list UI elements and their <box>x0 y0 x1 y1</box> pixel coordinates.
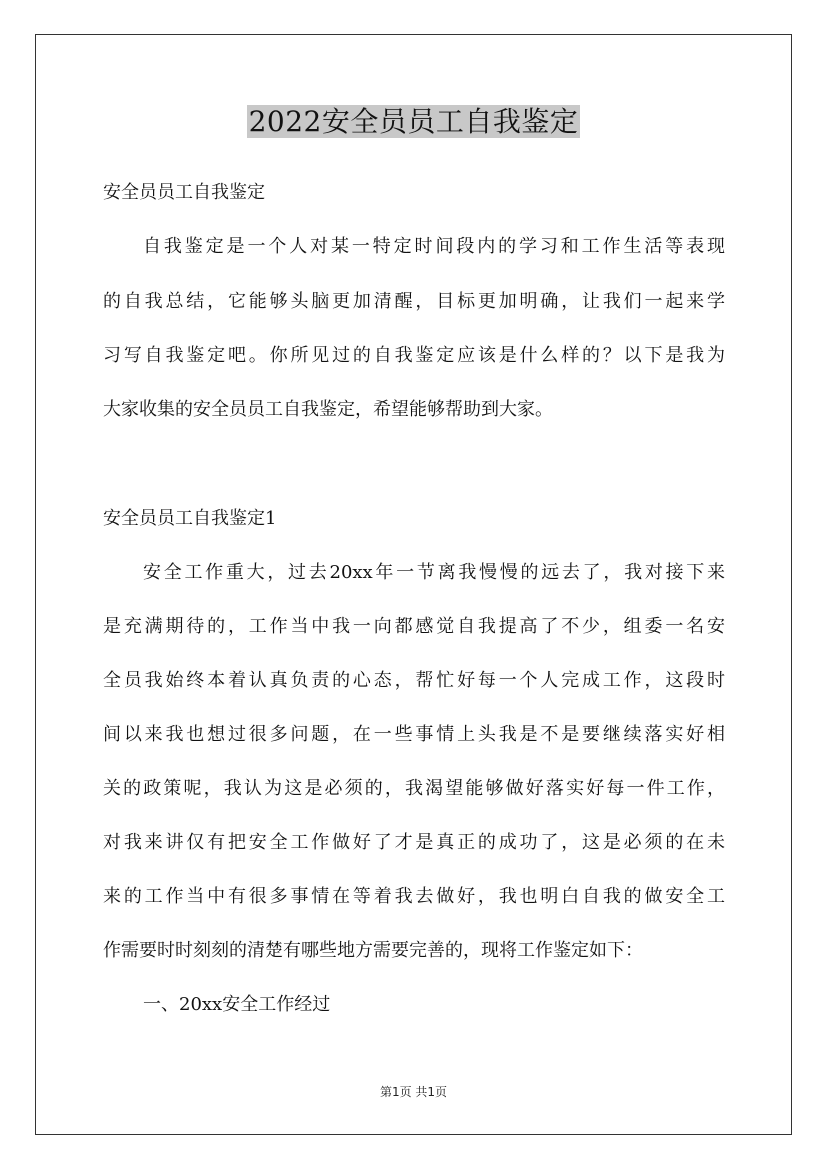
document-title-container <box>0 100 827 144</box>
body-line: 全员我始终本着认真负责的心态，帮忙好每一个人完成工作，这段时 <box>103 670 725 691</box>
section-heading: 安全员员工自我鉴定1 <box>103 508 277 529</box>
body-line: 是充满期待的，工作当中我一向都感觉自我提高了不少，组委一名安 <box>103 616 725 637</box>
body-line: 作需要时时刻刻的清楚有哪些地方需要完善的，现将工作鉴定如下： <box>103 940 643 961</box>
subtitle: 安全员员工自我鉴定 <box>103 182 265 203</box>
body-line: 来的工作当中有很多事情在等着我去做好，我也明白自我的做安全工 <box>103 886 725 907</box>
intro-line: 自我鉴定是一个人对某一特定时间段内的学习和工作生活等表现 <box>143 236 725 257</box>
body-line: 安全工作重大，过去20xx年一节离我慢慢的远去了，我对接下来 <box>143 562 725 583</box>
body-line: 对我来讲仅有把安全工作做好了才是真正的成功了，这是必须的在未 <box>103 832 725 853</box>
intro-line: 习写自我鉴定吧。你所见过的自我鉴定应该是什么样的？以下是我为 <box>103 345 725 366</box>
body-line: 关的政策呢，我认为这是必须的，我渴望能够做好落实好每一件工作， <box>103 778 725 799</box>
document-title: 2022安全员员工自我鉴定 <box>248 105 579 138</box>
intro-line: 大家收集的安全员员工自我鉴定，希望能够帮助到大家。 <box>103 399 553 420</box>
page-footer: 第1页 共1页 <box>379 1085 448 1099</box>
subheading: 一、20xx安全工作经过 <box>143 994 331 1015</box>
body-line: 间以来我也想过很多问题，在一些事情上头我是不是要继续落实好相 <box>103 724 725 745</box>
intro-line: 的自我总结，它能够头脑更加清醒，目标更加明确，让我们一起来学 <box>103 291 725 312</box>
